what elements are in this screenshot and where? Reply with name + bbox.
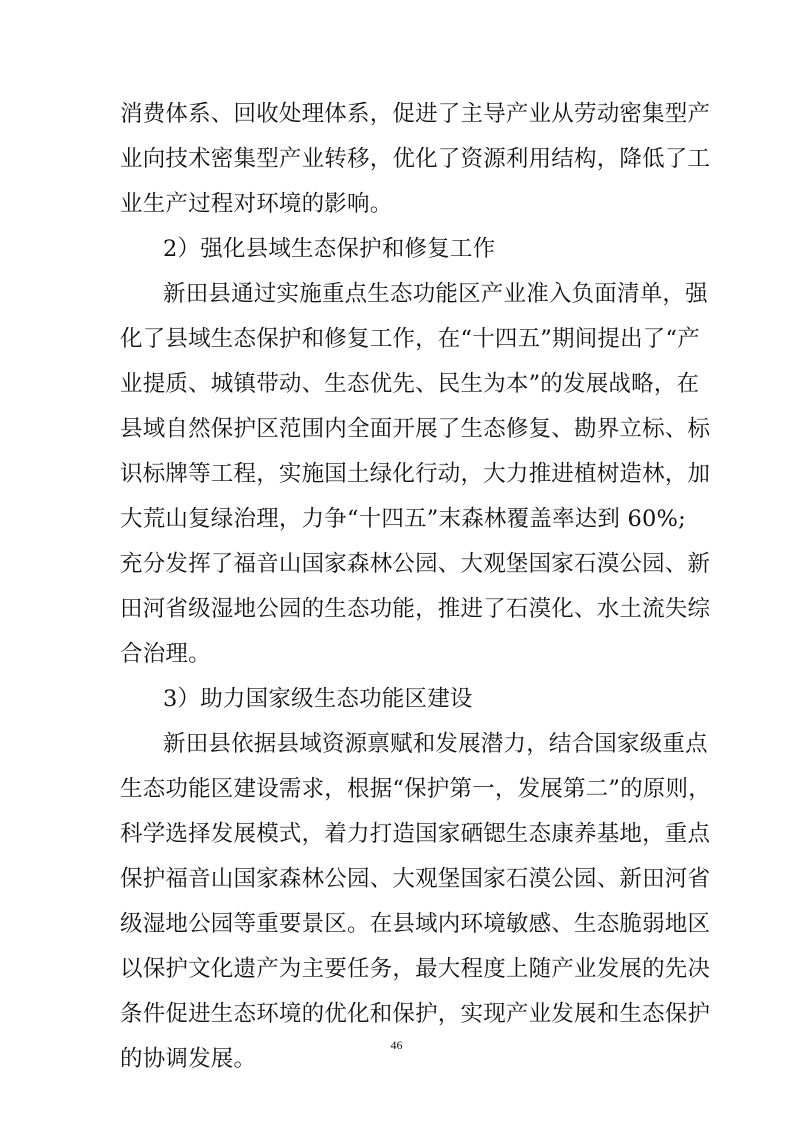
body-text-line: 田河省级湿地公园的生态功能，推进了石漠化、水土流失综 xyxy=(120,596,711,622)
body-text-line: 科学选择发展模式，着力打造国家硒锶生态康养基地，重点 xyxy=(120,821,711,847)
page-number: 46 xyxy=(390,1038,403,1052)
section-heading: 3）助力国家级生态功能区建设 xyxy=(163,686,473,712)
body-text-line: 充分发挥了福音山国家森林公园、大观堡国家石漠公园、新 xyxy=(120,551,711,577)
body-text-line: 级湿地公园等重要景区。在县域内环境敏感、生态脆弱地区 xyxy=(120,911,711,937)
body-text-line: 业向技术密集型产业转移，优化了资源利用结构，降低了工 xyxy=(120,146,711,172)
body-text-line: 生态功能区建设需求，根据“保护第一，发展第二”的原则， xyxy=(120,776,711,802)
section-heading: 2）强化县域生态保护和修复工作 xyxy=(163,236,496,262)
body-text-line: 以保护文化遗产为主要任务，最大程度上随产业发展的先决 xyxy=(120,956,711,982)
body-text-line: 消费体系、回收处理体系，促进了主导产业从劳动密集型产 xyxy=(120,101,711,127)
body-text-line: 新田县通过实施重点生态功能区产业准入负面清单，强 xyxy=(163,281,708,307)
body-text-line: 的协调发展。 xyxy=(120,1046,257,1072)
body-text-line: 业提质、城镇带动、生态优先、民生为本”的发展战略，在 xyxy=(120,371,700,397)
body-text-line: 合治理。 xyxy=(120,641,211,667)
body-text-line: 化了县域生态保护和修复工作，在“十四五”期间提出了“产 xyxy=(120,326,700,352)
body-text-line: 条件促进生态环境的优化和保护，实现产业发展和生态保护 xyxy=(120,1001,711,1027)
body-text-line: 识标牌等工程，实施国土绿化行动，大力推进植树造林，加 xyxy=(120,461,711,487)
body-text-line: 大荒山复绿治理，力争“十四五”末森林覆盖率达到 60%; xyxy=(120,506,686,532)
body-text-line: 县域自然保护区范围内全面开展了生态修复、勘界立标、标 xyxy=(120,416,711,442)
body-text-line: 新田县依据县域资源禀赋和发展潜力，结合国家级重点 xyxy=(163,731,708,757)
body-text-line: 保护福音山国家森林公园、大观堡国家石漠公园、新田河省 xyxy=(120,866,711,892)
body-text-line: 业生产过程对环境的影响。 xyxy=(120,191,393,217)
